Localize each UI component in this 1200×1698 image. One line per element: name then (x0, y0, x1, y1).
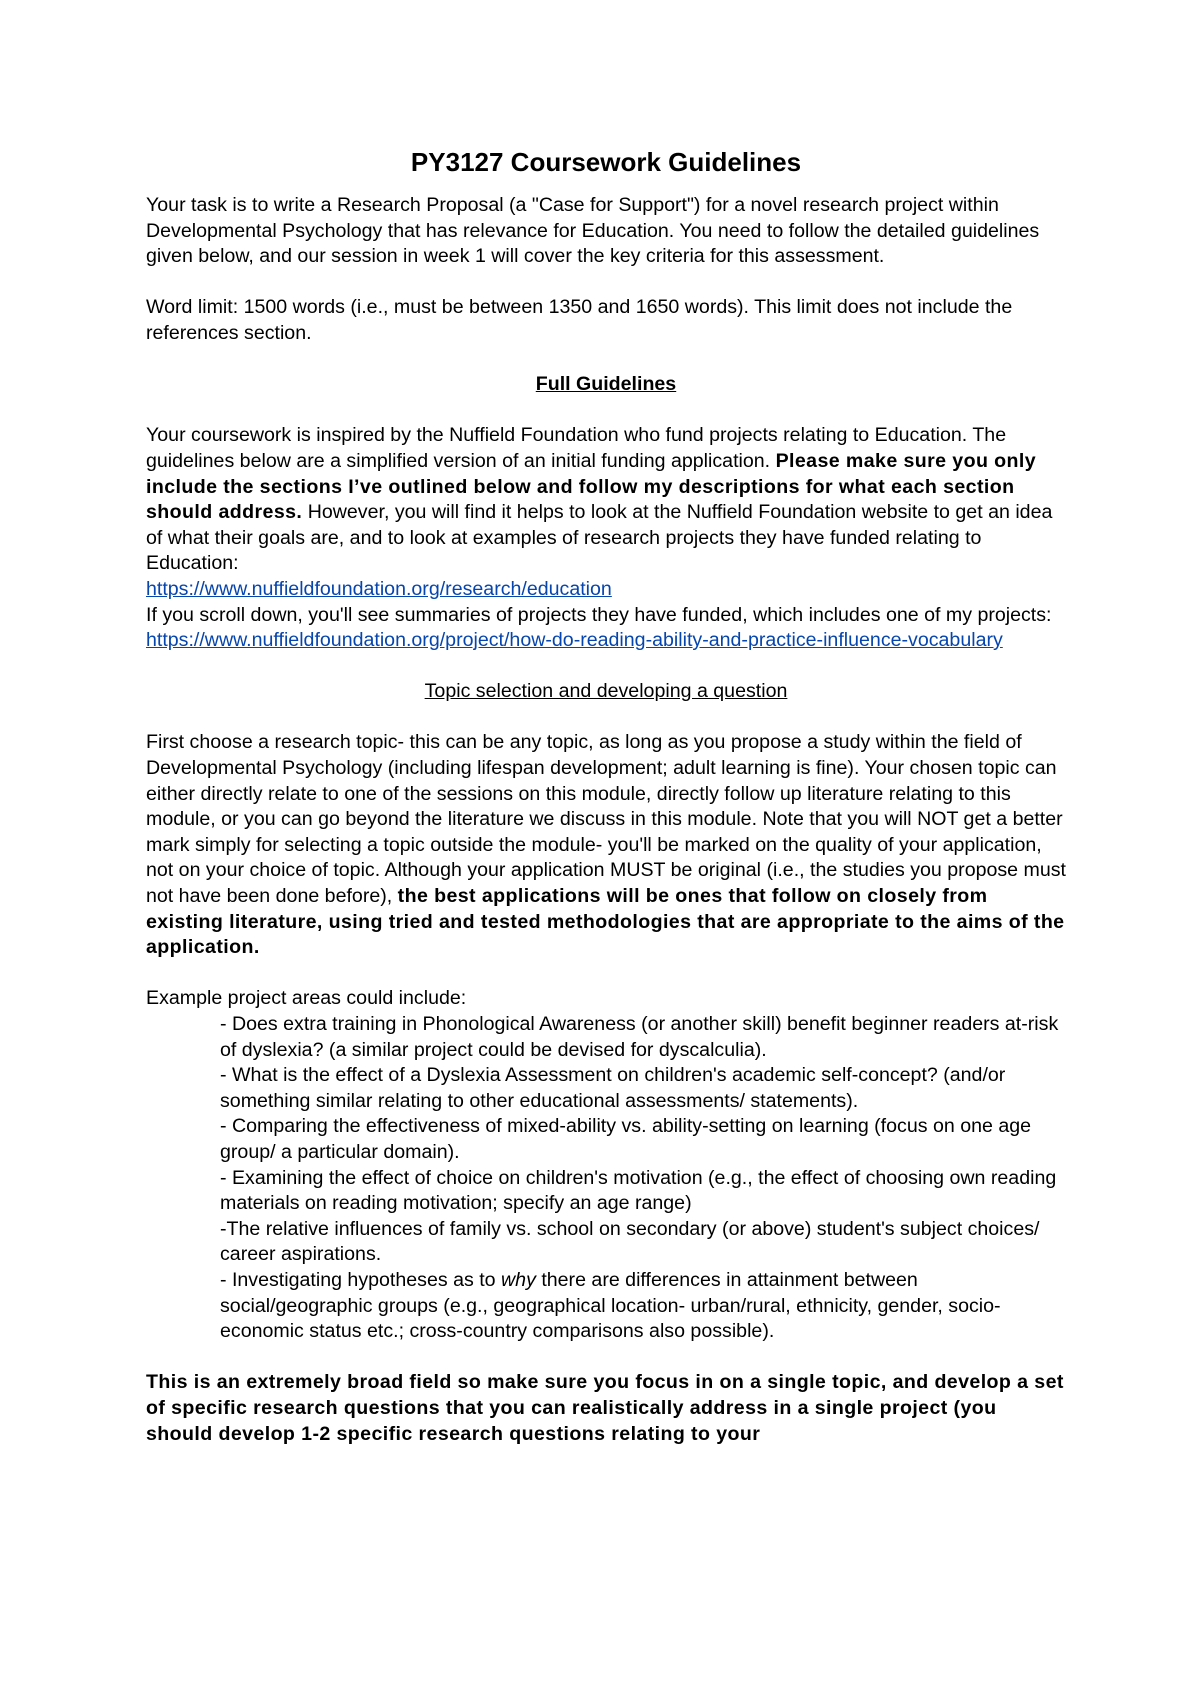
word-limit-paragraph: Word limit: 1500 words (i.e., must be between 1350 and 1650 words). This limit does not include the references section. (146, 296, 1013, 344)
list-item: - Examining the effect of choice on children's motivation (e.g., the effect of choosing own reading materials on reading motivation; specify an age range) (220, 1166, 1057, 1215)
guidelines-paragraph (146, 423, 1066, 602)
full-guidelines-heading: Full Guidelines (535, 373, 677, 396)
closing-bold-paragraph: This is an extremely broad field so make sure you focus in on a single topic, and develop a set of specific research questions that you can realistically address in a single project (you should develop 1-2 specific research questions relating to your (146, 1371, 1064, 1445)
list-item-text: there are differences in attainment between social/geographic groups (e.g., geographical location- urban/rural, ethnicity, gender, socio-economic status etc.; cross-country comparisons also possible). (220, 1268, 1001, 1343)
topic-selection-heading: Topic selection and developing a question (424, 680, 788, 703)
projects-paragraph (146, 603, 1066, 654)
guidelines-text-2: However, you will find it helps to look at the Nuffield Foundation website to get an idea of what their goals are, and to look at examples of research projects they have funded relating to Education: (146, 501, 1053, 575)
examples-intro: Example project areas could include: (146, 987, 467, 1010)
list-item: - Comparing the effectiveness of mixed-ability vs. ability-setting on learning (focus on one age group/ a particular domain). (220, 1115, 1032, 1163)
list-item: - Does extra training in Phonological Awareness (or another skill) benefit beginner readers at-risk of dyslexia? (a similar project could be devised for dyscalculia). (220, 1013, 1059, 1061)
intro-paragraph: Your task is to write a Research Proposal (a "Case for Support") for a novel research project within Developmental Psychology that has relevance for Education. You need to follow the detailed guidelines given below, and our session in week 1 will cover the key criteria for this assessment. (146, 194, 1040, 268)
topic-bold-text: the best applications will be ones that follow on closely from existing literature, using tried and tested methodologies that are appropriate to the aims of the application. (146, 885, 1065, 959)
projects-text: If you scroll down, you'll see summaries of projects they have funded, which includes one of my projects: (146, 603, 1052, 626)
document-body (146, 146, 1066, 1473)
examples-list (146, 1012, 1066, 1345)
guidelines-bold-instruction: Please make sure you only include the sections I’ve outlined below and follow my descriptions for what each section should address. (146, 449, 1037, 524)
list-item-emphasis: why (501, 1268, 536, 1291)
list-item-text: - Investigating hypotheses as to (220, 1268, 502, 1291)
guidelines-text-1: Your coursework is inspired by the Nuffield Foundation who fund projects relating to Education. The guidelines below are a simplified version of an initial funding application. (146, 424, 1007, 472)
nuffield-education-link[interactable]: https://www.nuffieldfoundation.org/research/education (146, 577, 612, 600)
list-item: - What is the effect of a Dyslexia Assessment on children's academic self-concept? (and/or something similar relating to other educational assessments/ statements). (220, 1064, 1006, 1112)
list-item: -The relative influences of family vs. school on secondary (or above) student's subject choices/ career aspirations. (220, 1217, 1040, 1266)
document-title: PY3127 Coursework Guidelines (410, 147, 802, 177)
topic-text: First choose a research topic- this can be any topic, as long as you propose a study within the field of Developmental Psychology (including lifespan development; adult learning is fine). Your chosen topic can either directly relate to one of the sessions on this module, directly follow up literature relating to this module, or you can go beyond the literature we discuss in this module. Note that you will NOT get a better mark simply for selecting a topic outside the module- you'll be marked on the quality of your application, not on your choice of topic. Although your application MUST be original (i.e., the studies you propose must not have been done before), (146, 731, 1066, 908)
topic-paragraph (146, 730, 1066, 960)
nuffield-project-link[interactable]: https://www.nuffieldfoundation.org/project/how-do-reading-ability-and-practice-influence-vocabulary (146, 629, 1003, 652)
list-item (220, 1268, 1066, 1345)
